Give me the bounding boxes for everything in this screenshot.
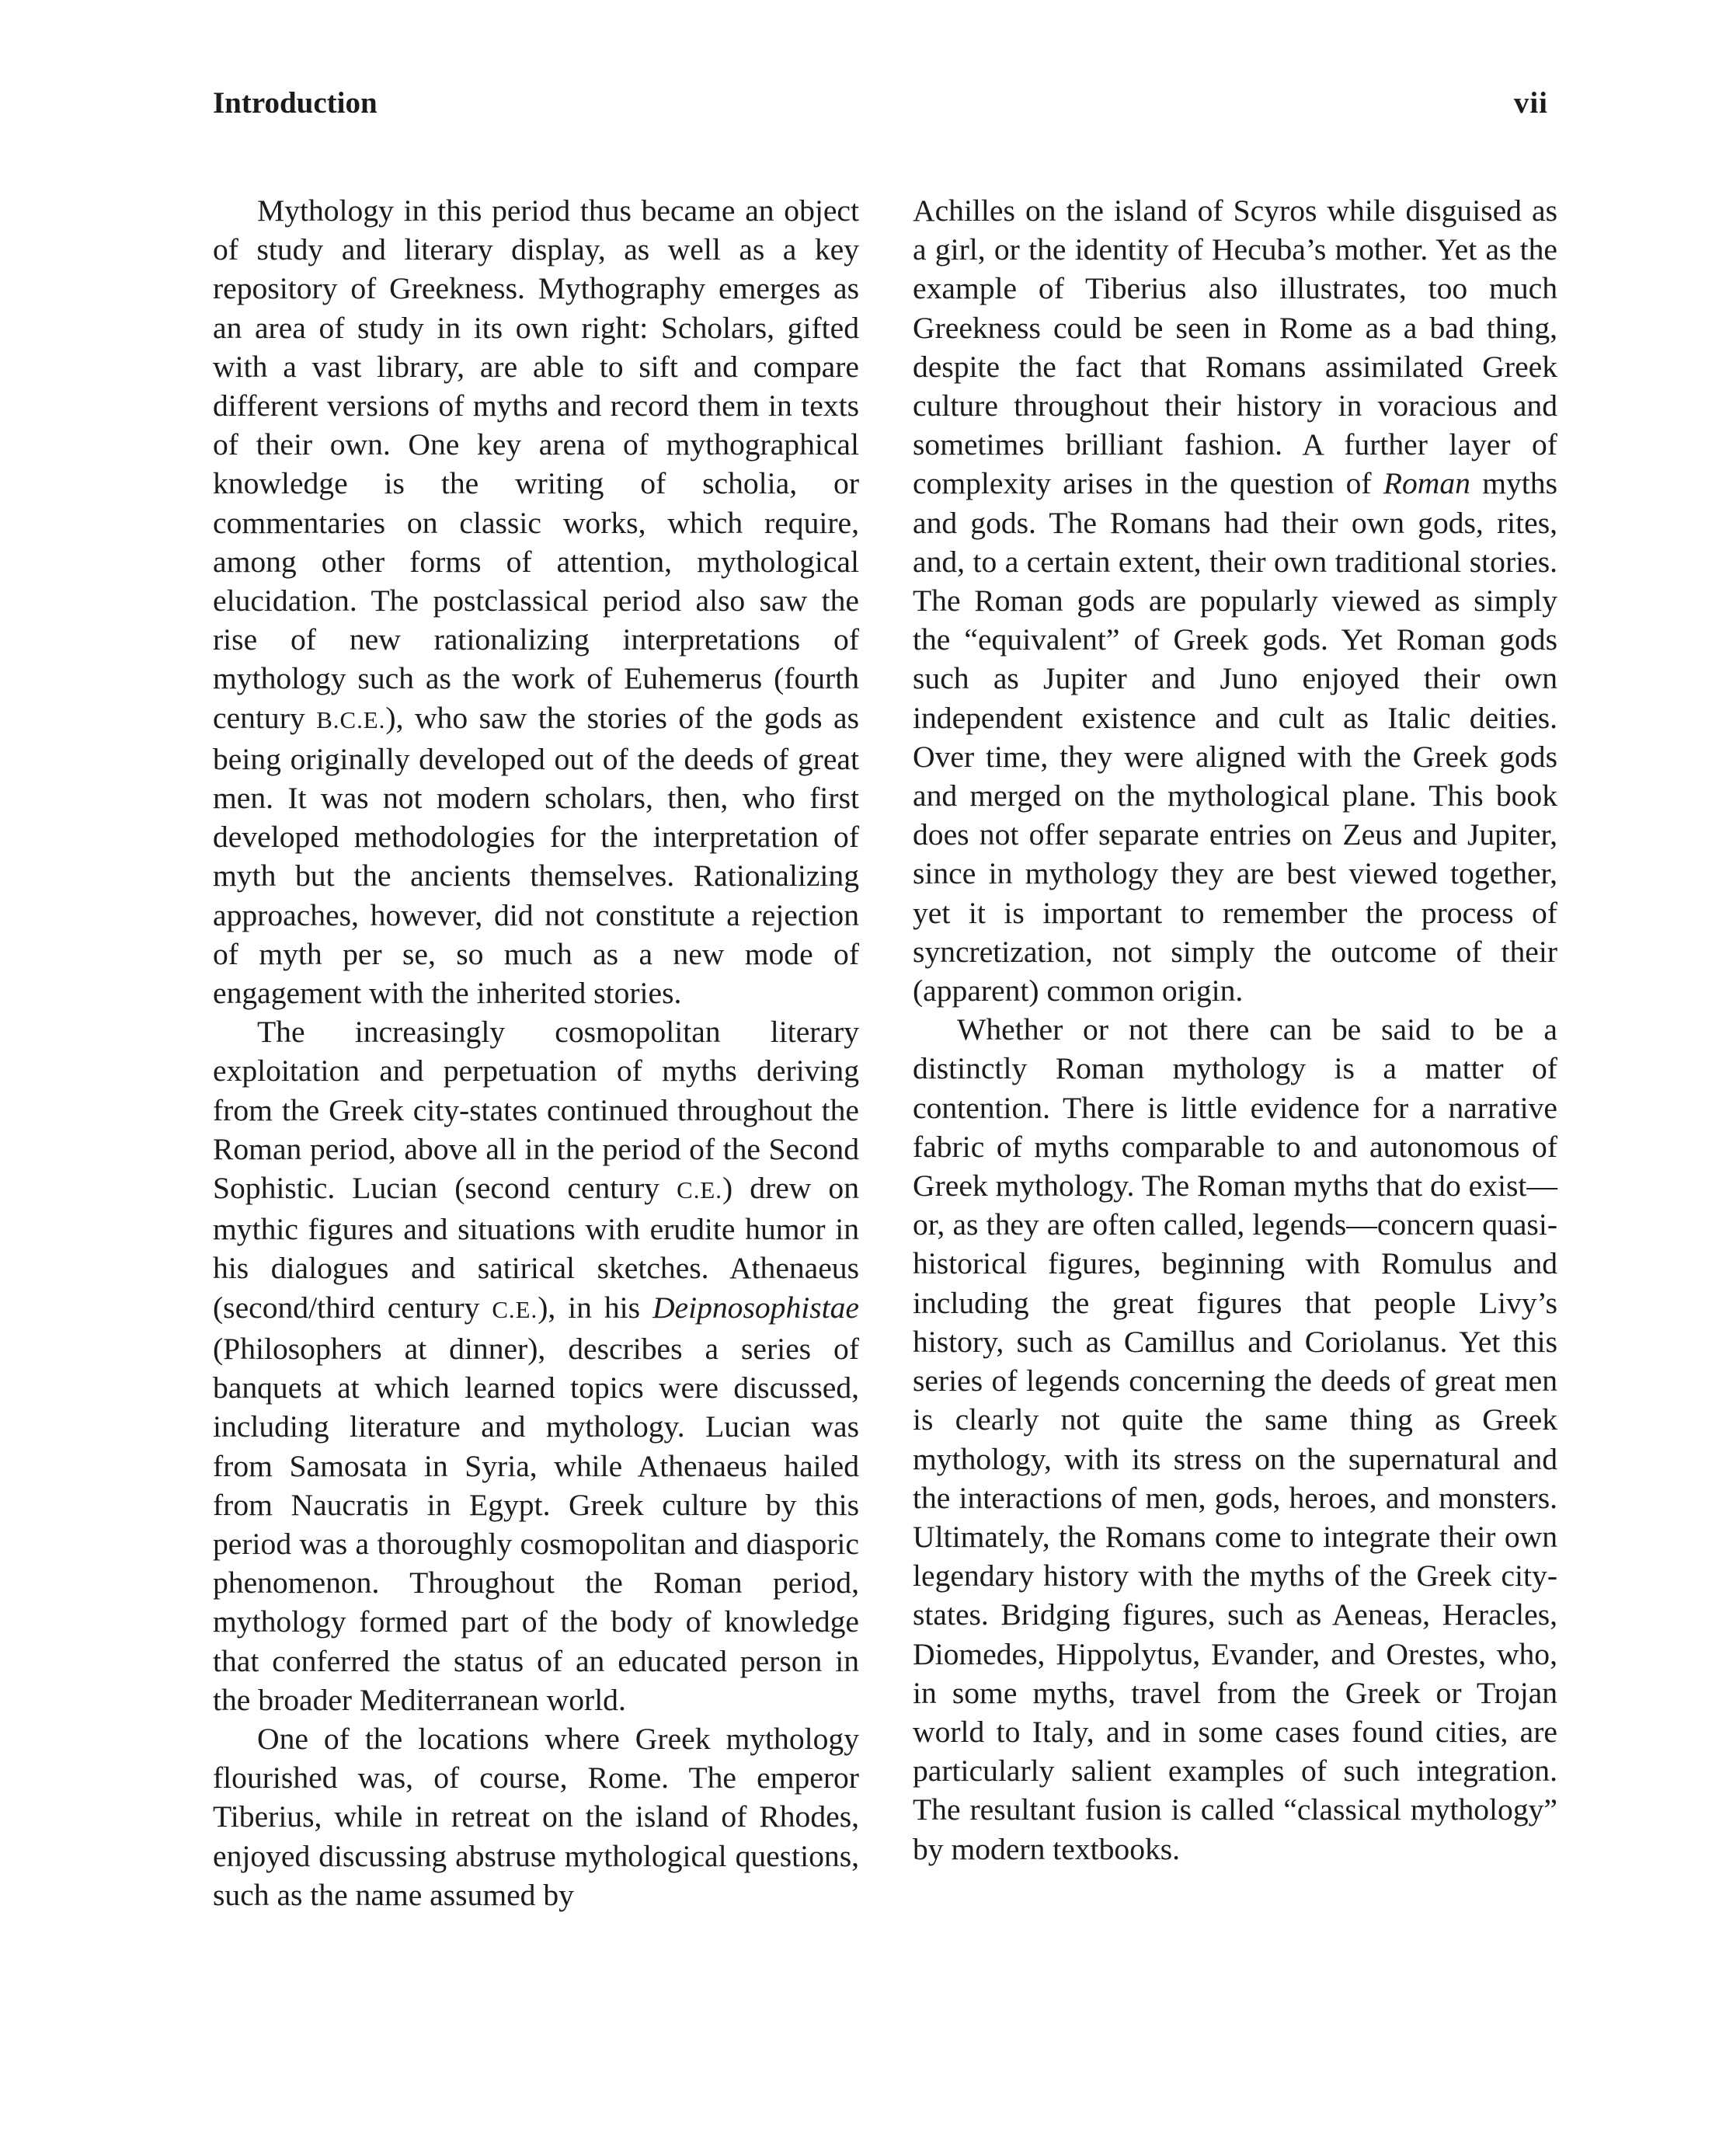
era-abbreviation: B.C.E.	[316, 705, 386, 733]
left-column	[213, 191, 859, 1914]
era-abbreviation: C.E.	[492, 1295, 538, 1323]
paragraph: Whether or not there can be said to be a distinctly Roman mythology is a matter of contention. There is little evidence for a narrative fabric of myths comparable to and autonomous of Greek mythology. The Roman myths that do exist—or, as they are often called, legends—concern quasi-historical figures, beginning with Romulus and including the great figures that people Livy’s history, such as Camillus and Coriolanus. Yet this series of legends concerning the deeds of great men is clearly not quite the same thing as Greek mythology, with its stress on the supernatural and the interactions of men, gods, heroes, and monsters. Ultimately, the Romans come to integrate their own legendary history with the myths of the Greek city-states. Bridging figures, such as Aeneas, Heracles, Diomedes, Hippolytus, Evander, and Orestes, who, in some myths, travel from the Greek or Trojan world to Italy, and in some cases found cities, are particularly salient examples of such integration. The resultant fusion is called “classical mythology” by modern textbooks.	[913, 1012, 1557, 1866]
paragraph-continued: Achilles on the island of Scyros while disguised as a girl, or the identity of Hecuba’s mother. Yet as the example of Tiberius also illustrates, too much Greekness could be seen in Rome as a bad thing, despite the fact that Romans assimilated Greek culture throughout their history in voracious and sometimes brilliant fashion. A further layer of complexity arises in the question of Roman myths and gods. The Romans had their own gods, rites, and, to a certain extent, their own traditional stories. The Roman gods are popularly viewed as simply the “equivalent” of Greek gods. Yet Roman gods such as Jupiter and Juno enjoyed their own independent existence and cult as Italic deities. Over time, they were aligned with the Greek gods and merged on the mythological plane. This book does not offer separate entries on Zeus and Jupiter, since in mythology they are best viewed together, yet it is important to remember the process of syncretization, not simply the outcome of their (apparent) common origin.	[913, 193, 1557, 1008]
paragraph: Mythology in this period thus became an object of study and literary display, as well as a key repository of Greekness. Mythography emerges as an area of study in its own right: Scholars, gifted with a vast library, are able to sift and compare different versions of myths and record them in texts of their own. One key arena of mythographical knowledge is the writing of scholia, or commentaries on classic works, which require, among other forms of attention, mythological elucidation. The postclassical period also saw the rise of new rationalizing interpretations of mythology such as the work of Euhemerus (fourth century B.C.E.), who saw the stories of the gods as being originally developed out of the deeds of great men. It was not modern scholars, then, who first developed methodologies for the interpretation of myth but the ancients themselves. Rationalizing approaches, however, did not constitute a rejection of myth per se, so much as a new mode of engagement with the inherited stories.	[213, 193, 859, 1011]
right-column	[913, 191, 1557, 1869]
paragraph: The increasingly cosmopolitan literary exploitation and perpetuation of myths deriving from the Greek city-states continued throughout the Roman period, above all in the period of the Second Sophistic. Lucian (second century C.E.) drew on mythic figures and situations with erudite humor in his dialogues and satirical sketches. Athenaeus (second/third century C.E.), in his Deipnosophistae (Philosophers at dinner), describes a series of banquets at which learned topics were discussed, including literature and mythology. Lucian was from Samosata in Syria, while Athenaeus hailed from Naucratis in Egypt. Greek culture by this period was a thoroughly cosmopolitan and diasporic phenomenon. Throughout the Roman period, mythology formed part of the body of knowledge that conferred the status of an educated person in the broader Mediterranean world.	[213, 1015, 859, 1717]
paragraph: One of the locations where Greek mythology flourished was, of course, Rome. The emperor Tiberius, while in retreat on the island of Rhodes, enjoyed discussing abstruse mythological questions, such as the name assumed by	[213, 1721, 859, 1912]
running-head	[213, 84, 1548, 123]
work-title: Deipnosophistae	[652, 1290, 859, 1325]
page-number: vii	[1513, 86, 1548, 120]
era-abbreviation: C.E.	[677, 1176, 722, 1204]
emphasis: Roman	[1383, 466, 1470, 501]
section-title: Introduction	[213, 86, 378, 120]
